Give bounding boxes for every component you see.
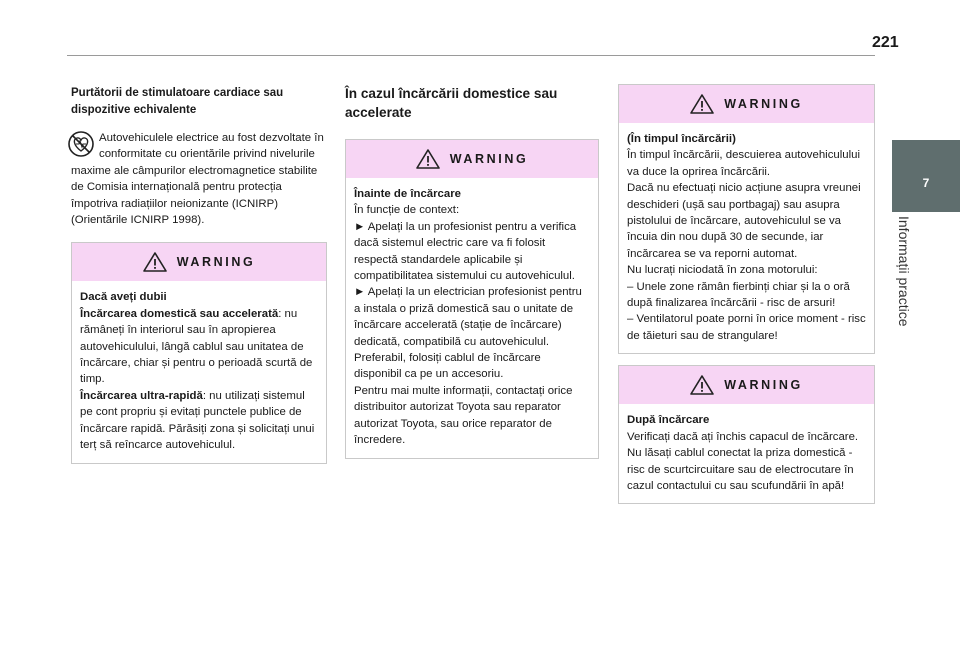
warning-header [619, 85, 874, 123]
warning-title: WARNING [176, 255, 256, 270]
warning-body [619, 123, 874, 353]
warning-subtitle: (În timpul încărcării) [627, 133, 736, 145]
header-divider [67, 55, 875, 56]
pacemaker-heading: Purtătorii de stimulatoare cardiace sau dispozitive echivalente [71, 87, 284, 116]
column-1 [71, 85, 327, 464]
warning-paragraph [80, 388, 318, 454]
warning-text: – Ventilatorul poate porni în orice moment - risc de tăieturi sau de strangulare! [627, 313, 866, 342]
chapter-title: Informații practice [896, 216, 912, 327]
warning-text: Dacă nu efectuați nicio acțiune asupra vreunei deschideri (ușă sau portbagaj) sau asupra pistolului de încărcare, autovehiculul se va încuia din nou după 30 de secunde, iar încărcarea se va reporni automat. [627, 182, 861, 260]
warning-body [619, 404, 874, 503]
pacemaker-prohibited-icon [67, 130, 95, 158]
warning-term: Încărcarea ultra-rapidă [80, 389, 203, 402]
page-number: 221 [872, 34, 899, 51]
warning-box-before-charging [345, 139, 599, 459]
warning-text: – Unele zone rămân fierbinți chiar și la o oră după finalizarea încărcării - risc de arsuri! [627, 280, 850, 310]
chapter-tab [892, 140, 960, 212]
warning-text: Preferabil, folosiți cablul de încărcare disponibil ca pe un accesoriu. [354, 352, 541, 381]
warning-text: Pentru mai multe informații, contactați orice distribuitor autorizat Toyota sau reparator autorizat Toyota, sau orice reparator de încredere. [354, 384, 573, 447]
warning-box-during-charging [618, 84, 875, 354]
warning-term: Încărcarea domestică sau accelerată [80, 307, 279, 320]
warning-text: : nu utilizați sistemul pe cont propriu și evitați punctele publice de încărcare rapidă. Părăsiți zona și solicitați unui terț să reîncarce autovehiculul. [80, 389, 315, 452]
warning-body [346, 178, 598, 458]
warning-text: În timpul încărcării, descuierea autovehiculului va duce la oprirea încărcării. [627, 149, 860, 178]
warning-text: În funcție de context: [354, 204, 460, 217]
warning-text: : nu rămâneți în interiorul sau în apropierea autovehiculului, lângă cablul sau unitatea de încărcare, chiar și pentru o perioadă scurtă de timp. [80, 307, 313, 386]
warning-text: ► Apelați la un electrician profesionist pentru a instala o priză domestică sau o unitate de încărcare accelerată (stație de încărcare) dedicată, compatibilă cu autovehiculul. [354, 286, 582, 348]
warning-header [346, 140, 598, 178]
warning-subtitle: După încărcare [627, 414, 710, 427]
warning-paragraph [80, 306, 318, 388]
warning-triangle-icon [690, 375, 714, 395]
warning-body [72, 281, 326, 462]
warning-header [72, 243, 326, 281]
warning-triangle-icon [690, 94, 714, 114]
column-2 [345, 84, 599, 459]
warning-box-after-charging [618, 365, 875, 504]
warning-subtitle: Dacă aveți dubii [80, 291, 167, 304]
pacemaker-intro-text: Autovehiculele electrice au fost dezvoltate în conformitate cu orientările privind nivelurile maxime ale câmpurilor electromagnetice stabilite de Comisia internațională pentru protecția împotriva radiațiilor neionizante (ICNIRP) (Orientările ICNIRP 1998). [71, 132, 324, 227]
home-charging-heading: În cazul încărcării domestice sau accelerate [345, 86, 558, 120]
warning-triangle-icon [416, 149, 440, 169]
warning-title: WARNING [449, 151, 529, 166]
warning-header [619, 366, 874, 404]
warning-box-pacemaker [71, 242, 327, 463]
warning-text: Verificați dacă ați închis capacul de încărcare. [627, 430, 859, 443]
warning-title: WARNING [724, 378, 803, 393]
warning-text: Nu lăsați cablul conectat la priza domestică - risc de scurtcircuitare sau de electrocutare în cazul contactului cu sau scufundării în apă! [627, 447, 854, 492]
warning-text: Nu lucrați niciodată în zona motorului: [627, 264, 818, 277]
pacemaker-intro [71, 130, 327, 228]
warning-subtitle: Înainte de încărcare [354, 188, 461, 200]
chapter-number: 7 [922, 176, 930, 190]
column-3 [618, 84, 875, 504]
warning-triangle-icon [143, 252, 167, 272]
warning-text: ► Apelați la un profesionist pentru a verifica dacă sistemul electric care va fi folosit respectă standardele aplicabile și compatibilitatea sistemului cu autovehiculul. [354, 220, 577, 283]
warning-title: WARNING [724, 96, 803, 111]
